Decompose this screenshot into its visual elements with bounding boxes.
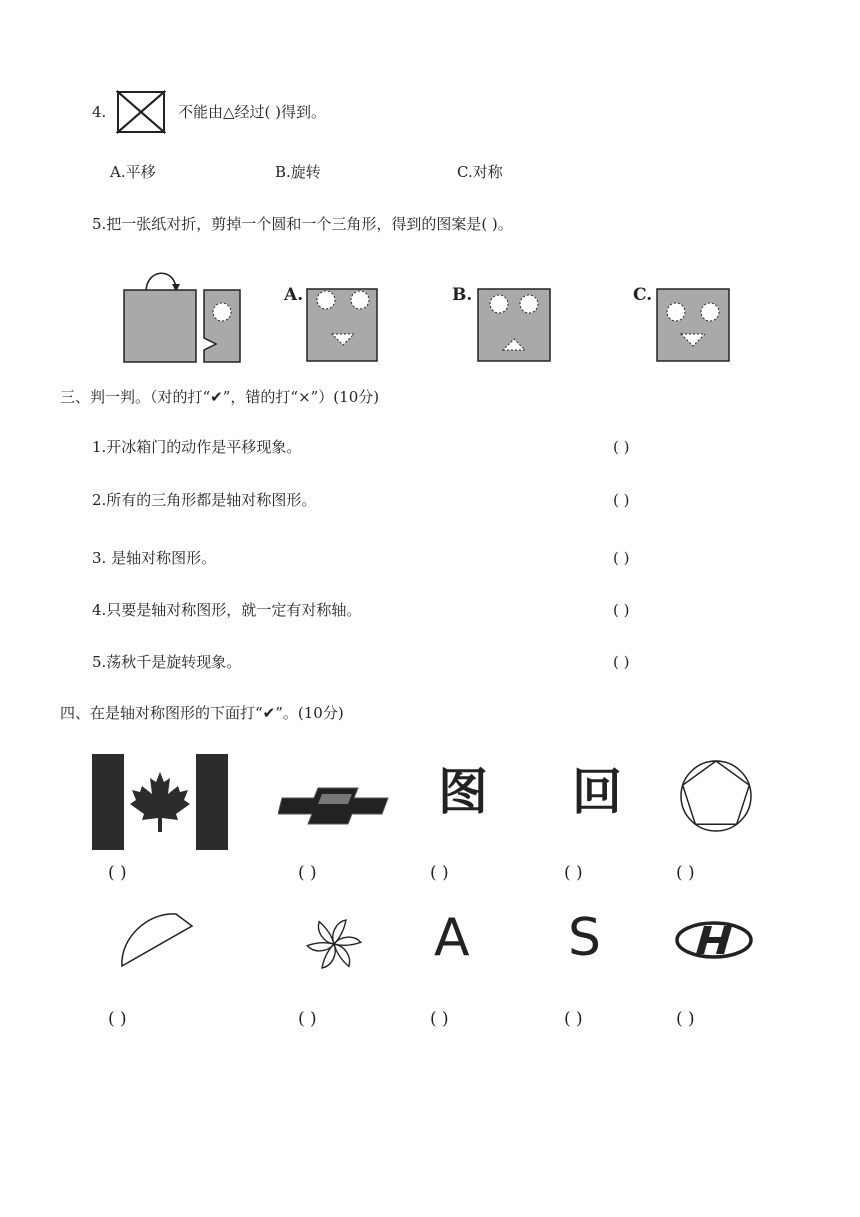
judge-item-5: 5.荡秋千是旋转现象。 <box>92 653 242 671</box>
row2-answer-5[interactable]: ( ) <box>676 1009 695 1029</box>
q5-option-c-figure-icon[interactable] <box>656 288 730 362</box>
section4-title: 四、在是轴对称图形的下面打“✔”。(10分) <box>60 704 344 722</box>
hyundai-logo-icon <box>674 920 754 960</box>
row2-answer-2[interactable]: ( ) <box>298 1009 317 1029</box>
section3-title: 三、判一判。（对的打“✔”，错的打“×”）(10分) <box>60 388 380 406</box>
row2-answer-4[interactable]: ( ) <box>564 1009 583 1029</box>
pentagon-in-circle-icon <box>678 758 754 834</box>
q5-option-b-label[interactable]: B. <box>452 285 473 305</box>
row2-answer-3[interactable]: ( ) <box>430 1009 449 1029</box>
q5-option-a-label[interactable]: A. <box>284 285 304 305</box>
row1-answer-5[interactable]: ( ) <box>676 863 695 883</box>
judge-item-3: 3. 是轴对称图形。 <box>92 549 217 567</box>
row1-answer-1[interactable]: ( ) <box>108 863 127 883</box>
row1-answer-2[interactable]: ( ) <box>298 863 317 883</box>
canada-flag-icon <box>92 754 228 850</box>
letter-s-icon: S <box>568 908 602 968</box>
judge-answer-4[interactable]: ( ) <box>613 601 630 619</box>
q4-option-b[interactable]: B.旋转 <box>275 163 321 181</box>
q4-number: 4. <box>92 103 107 121</box>
hourglass-figure-icon <box>116 90 166 134</box>
judge-answer-1[interactable]: ( ) <box>613 438 630 456</box>
row2-answer-1[interactable]: ( ) <box>108 1009 127 1029</box>
q4-option-a[interactable]: A.平移 <box>110 163 156 181</box>
judge-item-1: 1.开冰箱门的动作是平移现象。 <box>92 438 302 456</box>
q5-option-c-label[interactable]: C. <box>633 285 653 305</box>
judge-item-2: 2.所有的三角形都是轴对称图形。 <box>92 491 317 509</box>
q5-question-text: 5.把一张纸对折，剪掉一个圆和一个三角形，得到的图案是( )。 <box>92 215 513 233</box>
q5-option-a-figure-icon[interactable] <box>306 288 378 362</box>
judge-item-4: 4.只要是轴对称图形，就一定有对称轴。 <box>92 601 362 619</box>
hui-character-icon: 回 <box>572 763 622 821</box>
folded-paper-figure-icon <box>118 266 248 366</box>
q4-option-c[interactable]: C.对称 <box>457 163 503 181</box>
judge-answer-2[interactable]: ( ) <box>613 491 630 509</box>
fan-sector-icon <box>118 908 198 970</box>
letter-a-icon: A <box>434 908 470 968</box>
chevrolet-logo-icon <box>278 784 392 826</box>
tu-character-icon: 图 <box>438 763 488 821</box>
pinwheel-icon <box>304 914 364 974</box>
judge-answer-3[interactable]: ( ) <box>613 549 630 567</box>
row1-answer-4[interactable]: ( ) <box>564 863 583 883</box>
judge-answer-5[interactable]: ( ) <box>613 653 630 671</box>
q4-question-text: 不能由△经过( )得到。 <box>178 103 327 121</box>
q5-option-b-figure-icon[interactable] <box>477 288 551 362</box>
row1-answer-3[interactable]: ( ) <box>430 863 449 883</box>
